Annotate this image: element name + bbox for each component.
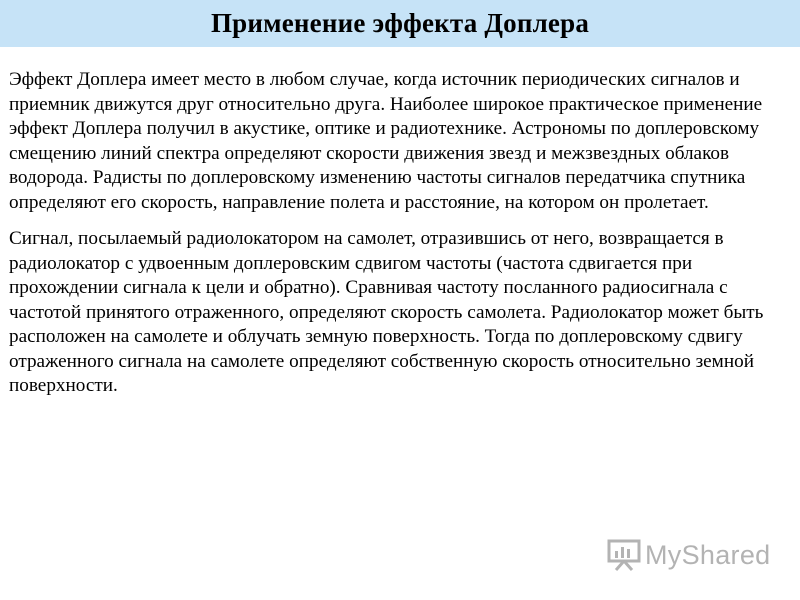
slide-title: Применение эффекта Доплера [210,8,590,38]
paragraph-2: Сигнал, посылаемый радиолокатором на самолет, отразившись от него, возвращается в радиолокатор с удвоенным доплеровским сдвигом частоты (частота сдвигается при прохождении сигнала к цели и обратно). Сравнивая частоту посланного радиосигнала с частотой принятого отраженного, определяют скорость самолета. Радиолокатор может быть расположен на самолете и облучать земную поверхность. Тогда по доплеровскому сдвигу отраженного сигнала на самолете определяют собственную скорость относительно земной поверхности. [9,228,764,396]
slide-body [9,68,795,411]
title-bar [0,0,800,47]
presentation-board-icon [607,538,641,572]
paragraph-1: Эффект Доплера имеет место в любом случае, когда источник периодических сигналов и приемник движутся друг относительно друга. Наиболее широкое практическое применение эффект Доплера получил в акустике, оптике и радиотехнике. Астрономы по доплеровскому смещению линий спектра определяют скорости движения звезд и межзвездных облаков водорода. Радисты по доплеровскому изменению частоты сигналов передатчика спутника определяют его скорость, направление полета и расстояние, на котором он пролетает. [9,69,763,213]
watermark [607,537,770,573]
watermark-text: MyShared [645,539,771,570]
